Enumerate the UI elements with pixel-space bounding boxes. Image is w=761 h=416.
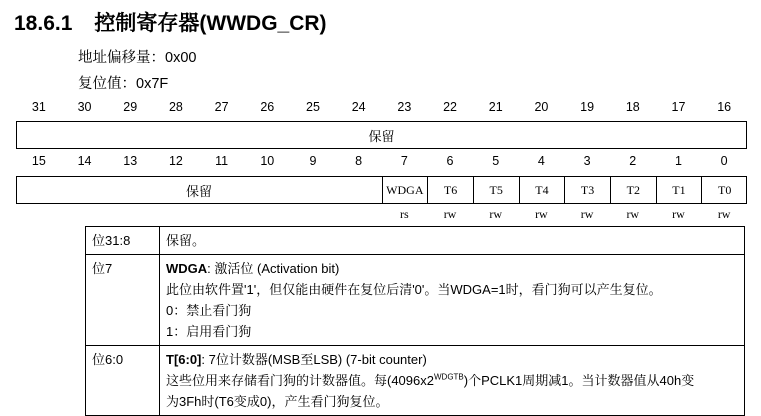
field-heading: [166, 258, 738, 279]
bit-description-table: [85, 226, 745, 416]
access-type: rw: [489, 207, 503, 221]
bit-number: 4: [537, 154, 545, 168]
bit-number: 12: [168, 154, 183, 168]
field-option: 0：禁止看门狗: [166, 303, 252, 318]
bit-number: 7: [400, 154, 408, 168]
field-description-part: 这些位用来存储看门狗的计数器值。每(4096x2: [166, 373, 434, 388]
bit-number: 8: [355, 154, 363, 168]
bit-number: 0: [720, 154, 728, 168]
bit-range-cell: 位31:8: [86, 227, 160, 255]
access-type: rw: [535, 207, 548, 221]
table-row: [86, 227, 745, 255]
bit-number: 27: [214, 100, 229, 114]
bit-number: 23: [397, 100, 412, 114]
bit-number: 31: [31, 100, 46, 114]
register-field: T0: [701, 177, 747, 203]
bit-number: 26: [260, 100, 275, 114]
access-type: rw: [672, 207, 685, 221]
register-lower-row: [16, 176, 747, 204]
access-type: rs: [400, 207, 409, 221]
field-heading-rest: : 7位计数器(MSB至LSB) (7-bit counter): [201, 352, 427, 367]
register-field: T6: [427, 177, 473, 203]
bit-number: 18: [625, 100, 640, 114]
register-field: T1: [656, 177, 702, 203]
bit-number: 10: [260, 154, 275, 168]
description-cell: [160, 346, 745, 416]
bit-number: 21: [488, 100, 503, 114]
bit-number: 5: [492, 154, 500, 168]
bit-number: 6: [446, 154, 454, 168]
bit-number: 13: [123, 154, 138, 168]
field-name: WDGA: [166, 261, 208, 276]
bit-number: 22: [443, 100, 457, 114]
field-option: 1：启用看门狗: [166, 324, 252, 339]
register-field: T5: [473, 177, 519, 203]
register-upper-row: [16, 121, 747, 149]
field-description-part: )个PCLK1周期减1。当计数器值从40h变: [463, 373, 695, 388]
bit-number: 9: [309, 154, 317, 168]
section-title: 控制寄存器(WWDG_CR): [94, 12, 327, 35]
field-heading-rest: : 激活位 (Activation bit): [207, 261, 340, 276]
lower-reserved-label: 保留: [185, 183, 212, 199]
field-description: 为3Fh时(T6变成0)，产生看门狗复位。: [166, 394, 389, 409]
lower-reserved-field: [17, 177, 381, 203]
upper-reserved-label: 保留: [368, 128, 395, 144]
bit-range-cell: 位7: [86, 255, 160, 346]
field-description: [166, 370, 738, 391]
reset-value: 复位值：0x7F: [78, 76, 169, 92]
bit-number: 3: [583, 154, 591, 168]
bit-number: 14: [77, 154, 92, 168]
field-name: T[6:0]: [166, 352, 202, 367]
register-field: T2: [610, 177, 656, 203]
register-field: T3: [564, 177, 610, 203]
bit-number: 17: [671, 100, 686, 114]
register-field: WDGA: [382, 177, 428, 203]
field-heading: [166, 349, 738, 370]
field-description: 此位由软件置'1'，但仅能由硬件在复位后清'0'。当WDGA=1时，看门狗可以产生复位。: [166, 282, 662, 297]
bit-number: 25: [306, 100, 320, 114]
description-cell: [160, 255, 745, 346]
access-type: rw: [717, 207, 731, 221]
address-offset: 地址偏移量：0x00: [78, 50, 197, 66]
bit-number: 20: [534, 100, 549, 114]
access-type: rw: [443, 207, 457, 221]
section-number: 18.6.1: [14, 12, 73, 35]
access-type: rw: [580, 207, 594, 221]
bit-number: 16: [717, 100, 732, 114]
bit-number: 30: [77, 100, 92, 114]
bit-number: 19: [580, 100, 595, 114]
access-type: rw: [626, 207, 640, 221]
bit-number: 24: [351, 100, 366, 114]
bit-range-cell: 位6:0: [86, 346, 160, 416]
bit-number: 28: [168, 100, 183, 114]
bit-number: 15: [31, 154, 46, 168]
wdgtb-superscript: WDGTB: [433, 372, 464, 382]
section-heading: [14, 7, 327, 37]
table-row: [86, 346, 745, 416]
register-field: T4: [519, 177, 565, 203]
bit-number: 2: [629, 154, 637, 168]
table-row: [86, 255, 745, 346]
description-cell: 保留。: [160, 227, 745, 255]
bit-number: 1: [674, 154, 682, 168]
bit-number: 29: [123, 100, 138, 114]
bit-number: 11: [215, 154, 229, 168]
